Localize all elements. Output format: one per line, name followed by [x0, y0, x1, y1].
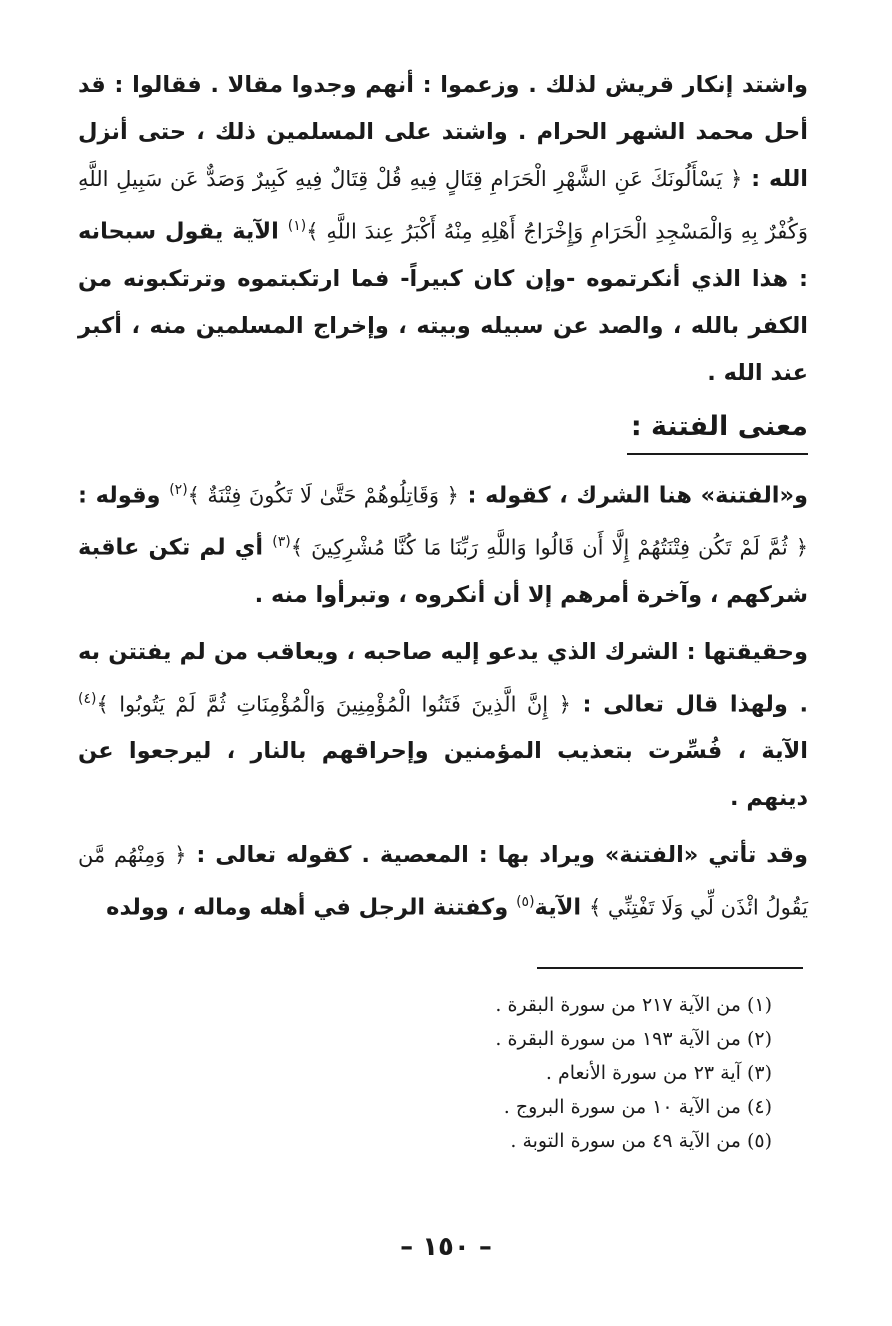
- section-heading-wrap: [78, 405, 808, 455]
- paragraph-2-text-b: وقوله :: [78, 482, 170, 508]
- quran-verse-2: ﴿ وَقَاتِلُوهُمْ حَتَّىٰ لَا تَكُونَ فِتْنَةٌ ﴾: [187, 483, 459, 507]
- paragraph-4-text-b: الآية: [534, 894, 589, 921]
- main-text: [78, 62, 808, 932]
- footnote-ref-4: (٤): [78, 690, 97, 707]
- page-number: – ١٥٠ –: [400, 1232, 492, 1262]
- footnote-3: (٣) آية ٢٣ من سورة الأنعام .: [545, 1062, 772, 1084]
- paragraph-4-text-a: وقد تأتي «الفتنة» ويراد بها : المعصية . كقوله تعالى :: [186, 842, 808, 868]
- footnote-4: (٤) من الآية ١٠ من سورة البروج .: [503, 1096, 772, 1118]
- paragraph-4-text-c: وكفتنة الرجل في أهله وماله ، وولده: [106, 894, 517, 921]
- paragraph-1: [78, 62, 808, 397]
- footnote-ref-5: (٥): [516, 894, 535, 910]
- section-heading: معنى الفتنة :: [627, 405, 808, 455]
- footnote-ref-1: (١): [287, 218, 307, 234]
- footnote-ref-2: (٢): [169, 481, 188, 498]
- paragraph-2-text-c: أي لم تكن عاقبة شركهم ، وآخرة أمرهم إلا أن أنكروه ، وتبرأوا منه .: [78, 534, 808, 608]
- paragraph-3: [78, 629, 808, 823]
- footnotes: [352, 988, 772, 1158]
- footnote-2: (٢) من الآية ١٩٣ من سورة البقرة .: [495, 1028, 772, 1050]
- paragraph-1-text-a: واشتد إنكار قريش لذلك . وزعموا : أنهم وجدوا مقالا . فقالوا : قد أحل محمد الشهر الحرام . واشتد على المسلمين ذلك ، حتى أنزل الله :: [78, 72, 809, 192]
- paragraph-3-text-b: الآية ، فُسِّرت بتعذيب المؤمنين وإحراقهم بالنار ، ليرجعوا عن دينهم .: [78, 738, 808, 811]
- paragraph-1-text-b: الآية يقول سبحانه : هذا الذي أنكرتموه -وإن كان كبيراً- فما ارتكبتموه وترتكبونه من الكفر بالله ، والصد عن سبيله وبيته ، وإخراج المسلمين منه ، أكبر عند الله .: [78, 218, 808, 386]
- quran-verse-3: ﴿ ثُمَّ لَمْ تَكُن فِتْنَتُهُمْ إِلَّا أَن قَالُوا وَاللَّهِ رَبِّنَا مَا كُنَّا مُشْرِكِينَ ﴾: [290, 535, 809, 560]
- paragraph-4: [78, 832, 808, 932]
- paragraph-2-text-a: و«الفتنة» هنا الشرك ، كقوله :: [458, 482, 808, 508]
- quran-verse-1: ﴿ يَسْأَلُونَكَ عَنِ الشَّهْرِ الْحَرَامِ قِتَالٍ فِيهِ قُلْ قِتَالٌ فِيهِ كَبِيرٌ وَصَدٌّ عَن سَبِيلِ اللَّهِ وَكُفْرٌ بِهِ وَالْمَسْجِدِ الْحَرَامِ وَإِخْرَاجُ أَهْلِهِ مِنْهُ أَكْبَرُ عِندَ اللَّهِ ﴾: [78, 167, 808, 244]
- footnote-5: (٥) من الآية ٤٩ من سورة التوبة .: [510, 1130, 772, 1152]
- paragraph-3-text-a: وحقيقتها : الشرك الذي يدعو إليه صاحبه ، ويعاقب من لم يفتتن به . ولهذا قال تعالى :: [78, 638, 808, 717]
- footnote-1: (١) من الآية ٢١٧ من سورة البقرة .: [495, 994, 772, 1016]
- quran-verse-5: ﴿ وَمِنْهُم مَّن يَقُولُ ائْذَن لِّي وَلَا تَفْتِنِّي ﴾: [78, 843, 808, 920]
- quran-verse-4: ﴿ إِنَّ الَّذِينَ فَتَنُوا الْمُؤْمِنِينَ وَالْمُؤْمِنَاتِ ثُمَّ لَمْ يَتُوبُوا ﴾: [96, 692, 571, 716]
- footnote-divider: [537, 967, 803, 969]
- paragraph-2: [78, 467, 808, 619]
- footnote-ref-3: (٣): [272, 534, 291, 550]
